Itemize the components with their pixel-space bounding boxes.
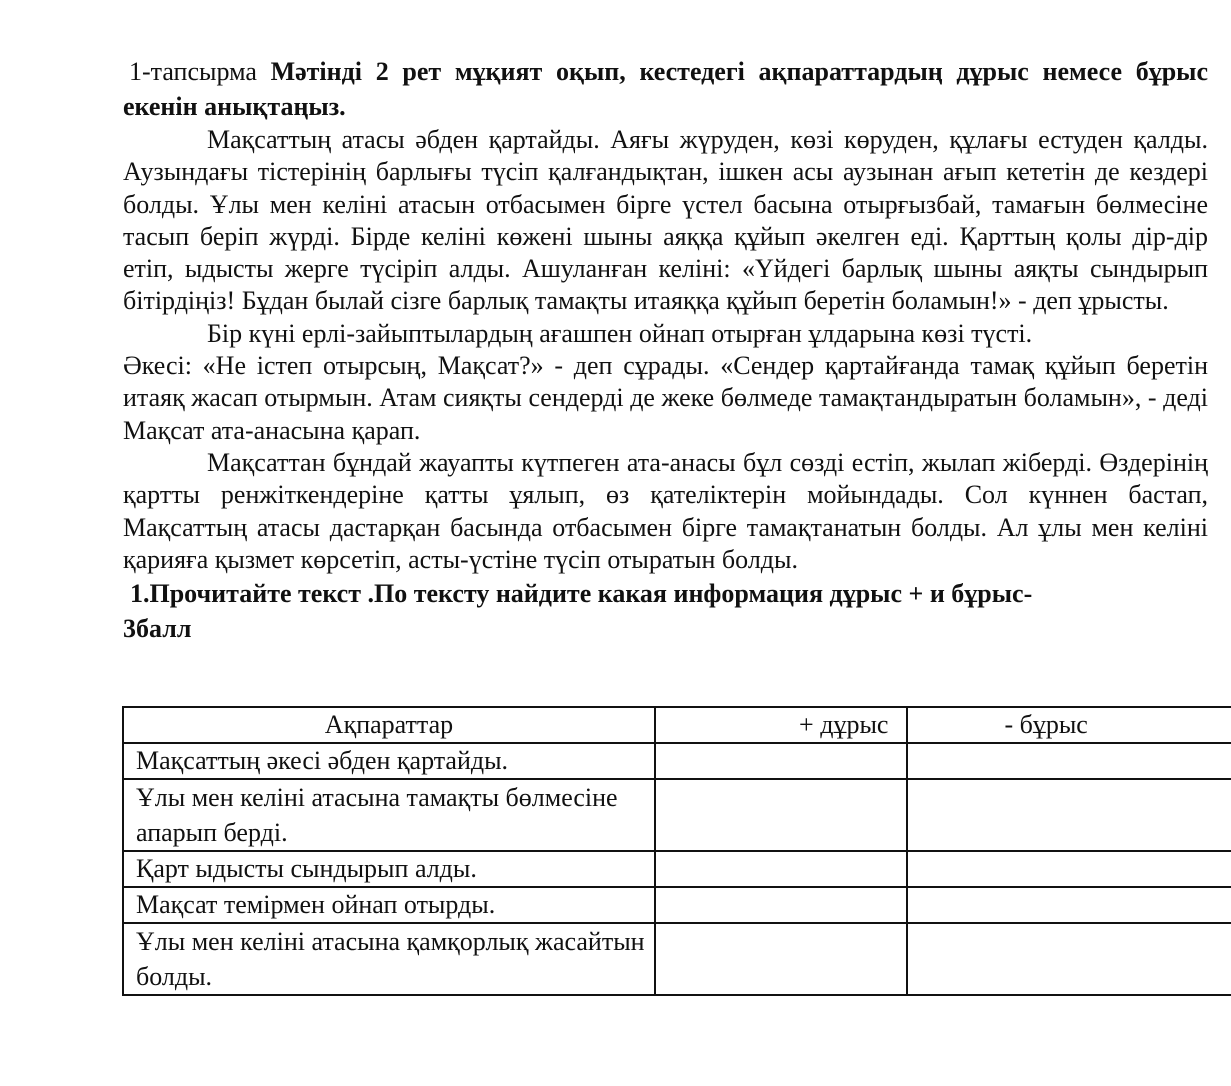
statement-cell: Мақсат темірмен ойнап отырды. (123, 887, 655, 923)
false-answer-cell[interactable] (907, 923, 1231, 995)
task-label: 1-тапсырма (129, 57, 257, 86)
task-instruction (123, 54, 1208, 124)
table-row (123, 779, 1231, 851)
table-row (123, 851, 1231, 887)
header-true: + дұрыс (655, 707, 908, 743)
false-answer-cell[interactable] (907, 743, 1231, 779)
question-text: 1.Прочитайте текст .По тексту найдите какая информация дұрыс + и бұрыс- (130, 579, 1033, 609)
story-paragraph-4: Мақсаттан бұндай жауапты күтпеген ата-анасы бұл сөзді естіп, жылап жіберді. Өздерінің қартты ренжіткендеріне қатты ұялып, өз қателіктерін мойындады. Сол күннен бастап, Мақсаттың атасы дастарқан басында отбасымен бірге тамақтанатын болды. Ал ұлы мен келіні қарияға қызмет көрсетіп, асты-үстіне түсіп отыратын болды. (123, 447, 1208, 574)
document-page (123, 54, 1208, 646)
false-answer-cell[interactable] (907, 887, 1231, 923)
false-answer-cell[interactable] (907, 851, 1231, 887)
table-row (123, 743, 1231, 779)
statement-cell: Қарт ыдысты сындырып алды. (123, 851, 655, 887)
table-header-row (123, 707, 1231, 743)
header-info: Ақпараттар (123, 707, 655, 743)
statement-cell: Мақсаттың әкесі әбден қартайды. (123, 743, 655, 779)
statement-cell: Ұлы мен келіні атасына тамақты бөлмесіне апарып берді. (123, 779, 655, 851)
story-text (123, 124, 1208, 576)
statement-cell: Ұлы мен келіні атасына қамқорлық жасайтын болды. (123, 923, 655, 995)
true-answer-cell[interactable] (655, 779, 908, 851)
true-answer-cell[interactable] (655, 743, 908, 779)
true-answer-cell[interactable] (655, 887, 908, 923)
header-false: - бұрыс (907, 707, 1231, 743)
table-row (123, 923, 1231, 995)
question-score: 3балл (123, 614, 192, 644)
true-answer-cell[interactable] (655, 851, 908, 887)
story-paragraph-2: Бір күні ерлі-зайыптылардың ағашпен ойнап отырған ұлдарына көзі түсті. (207, 318, 1033, 348)
story-paragraph-3: Әкесі: «Не істеп отырсың, Мақсат?» - деп сұрады. «Сендер қартайғанда тамақ құйып беретін итаяқ жасап отырмын. Атам сияқты сендерді де жеке бөлмеде тамақтандыратын боламын», - деді Мақсат ата-анасына қарап. (123, 351, 1208, 445)
true-answer-cell[interactable] (655, 923, 908, 995)
true-false-table (122, 706, 1231, 996)
question-heading (123, 576, 1208, 646)
table-row (123, 887, 1231, 923)
task-title: Мәтінді 2 рет мұқият оқып, кестедегі ақпараттардың дұрыс немесе бұрыс екенін анықтаңыз. (123, 57, 1208, 121)
story-paragraph-1: Мақсаттың атасы әбден қартайды. Аяғы жүруден, көзі көруден, құлағы естуден қалды. Аузындағы тістерінің барлығы түсіп қалғандықтан, ішкен асы аузынан ағып кететін де кездері болды. Ұлы мен келіні атасын отбасымен бірге үстел басына отырғызбай, тамағын бөлмесіне тасып беріп жүрді. Бірде келіні көжені шыны аяққа құйып әкелген еді. Қарттың қолы дір-дір етіп, ыдысты жерге түсіріп алды. Ашуланған келіні: «Үйдегі барлық шыны аяқты сындырып бітірдіңіз! Бұдан былай сізге барлық тамақты итаяққа құйып беретін боламын!» - деп ұрысты. (123, 125, 1208, 316)
false-answer-cell[interactable] (907, 779, 1231, 851)
